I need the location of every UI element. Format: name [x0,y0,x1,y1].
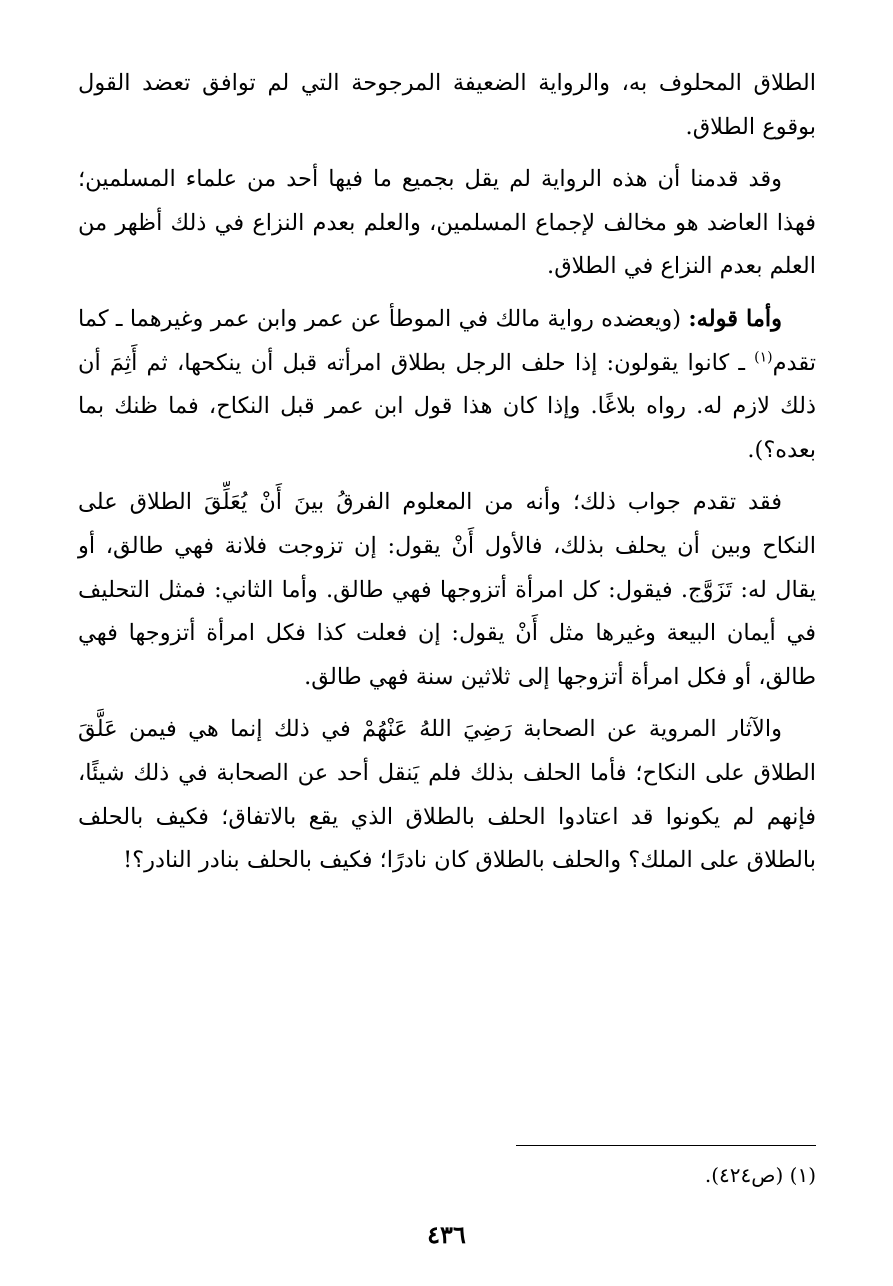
footnote-reference[interactable]: (١) [754,349,773,366]
footnote-separator [516,1145,816,1146]
paragraph-3-text-before: (ويعضده رواية مالك في الموطأ عن عمر وابن عمر وغيرهما ـ كما تقدم [78,305,816,376]
paragraph-5 [78,708,816,882]
paragraph-3-text-after: ـ كانوا يقولون: إذا حلف الرجل بطلاق امرأته قبل أن ينكحها، ثم أَثِمَ أن ذلك لازم له. رواه بلاغًا. وإذا كان هذا قول ابن عمر قبل النكاح، فما ظنك بما بعده؟). [78,349,816,463]
paragraph-5-text: والآثار المروية عن الصحابة رَضِيَ اللهُ عَنْهُمْ في ذلك إنما هي فيمن عَلَّقَ الطلاق على النكاح؛ فأما الحلف بذلك فلم يَنقل أحد عن الصحابة في ذلك شيئًا، فإنهم لم يكونوا قد اعتادوا الحلف بالطلاق الذي يقع بالاتفاق؛ فكيف بالحلف بالطلاق على الملك؟ والحلف بالطلاق كان نادرًا؛ فكيف بالحلف بنادر النادر؟! [78,716,816,874]
page-number: ٤٣٦ [427,1220,466,1249]
footnote-text: (ص٤٢٤). [704,1163,784,1187]
paragraph-2-text: وقد قدمنا أن هذه الرواية لم يقل بجميع ما فيها أحد من علماء المسلمين؛ فهذا العاضد هو مخالف لإجماع المسلمين، والعلم بعدم النزاع في ذلك أظهر من العلم بعدم النزاع في الطلاق. [78,166,816,280]
footnote [705,1160,816,1190]
paragraph-1 [78,62,816,149]
paragraph-4 [78,481,816,699]
footnote-number: (١) [789,1163,816,1187]
paragraph-3 [78,298,816,472]
paragraph-2 [78,158,816,289]
page-body [78,62,816,892]
paragraph-3-lead: وأما قوله: [688,305,782,332]
paragraph-1-text: الطلاق المحلوف به، والرواية الضعيفة المرجوحة التي لم توافق تعضد القول بوقوع الطلاق. [78,70,816,140]
paragraph-4-text: فقد تقدم جواب ذلك؛ وأنه من المعلوم الفرقُ بينَ أَنْ يُعَلِّقَ الطلاق على النكاح وبين أن يحلف بذلك، فالأول أَنْ يقول: إن تزوجت فلانة فهي طالق، أو يقال له: تَزَوَّج. فيقول: كل امرأة أتزوجها فهي طالق. وأما الثاني: فمثل التحليف في أيمان البيعة وغيرها مثل أَنْ يقول: إن فعلت كذا فكل امرأة أتزوجها فهي طالق، أو فكل امرأة أتزوجها إلى ثلاثين سنة فهي طالق. [78,489,816,690]
